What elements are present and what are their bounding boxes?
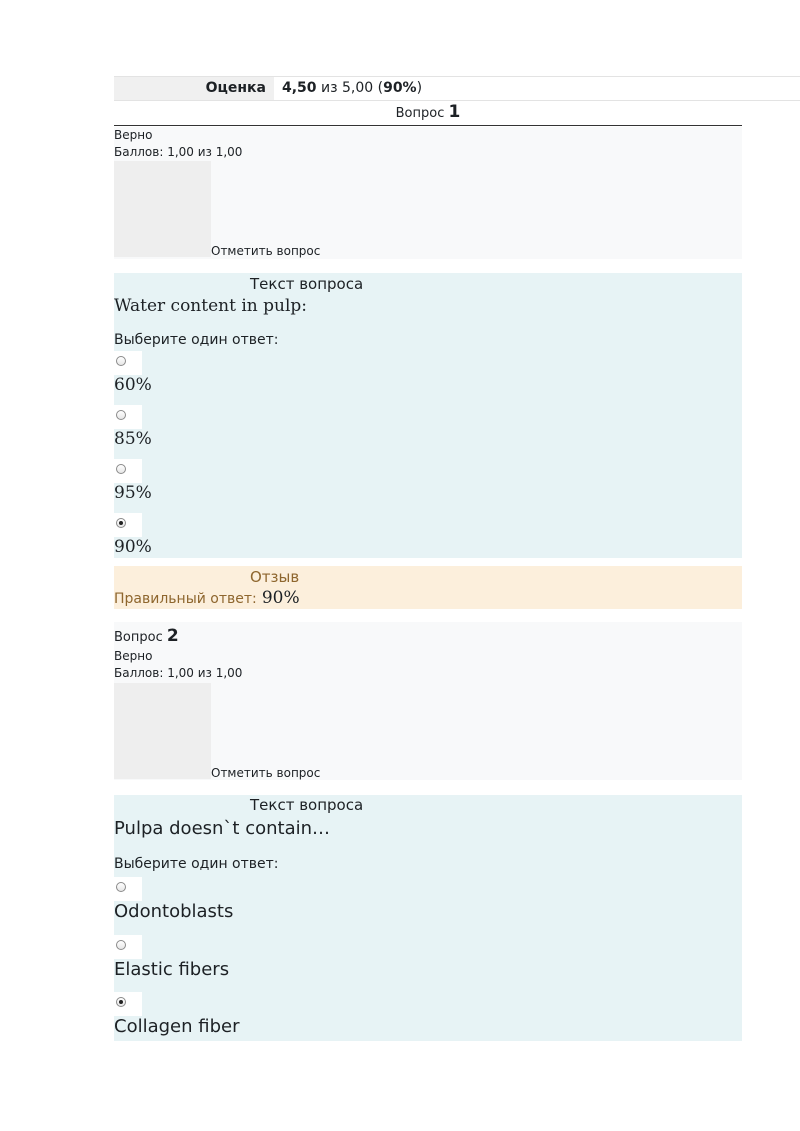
grade-score: 4,50 xyxy=(282,80,317,96)
radio-button-selected[interactable] xyxy=(116,518,126,528)
grade-middle: из 5,00 ( xyxy=(316,80,384,96)
answer-prompt: Выберите один ответ: xyxy=(114,856,279,872)
answer-option-label[interactable]: 85% xyxy=(114,429,152,449)
grade-summary-row xyxy=(114,76,800,101)
answer-radio-wrap[interactable] xyxy=(114,405,142,429)
question-1-info xyxy=(114,127,742,259)
radio-button[interactable] xyxy=(116,940,126,950)
radio-button[interactable] xyxy=(116,410,126,420)
question-2-content xyxy=(114,795,742,1041)
feedback-answer: 90% xyxy=(261,588,300,608)
answer-radio-wrap[interactable] xyxy=(114,459,142,483)
answer-radio-wrap[interactable] xyxy=(114,935,142,959)
feedback-label: Правильный ответ: xyxy=(114,591,257,607)
question-heading-prefix: Вопрос xyxy=(114,630,163,645)
question-text: Pulpa doesn`t contain… xyxy=(114,818,331,839)
answer-option-label[interactable]: 90% xyxy=(114,537,152,557)
question-1-content xyxy=(114,273,742,558)
feedback-line xyxy=(114,588,300,608)
grade-close: ) xyxy=(416,80,423,96)
answer-option-label[interactable]: 60% xyxy=(114,375,152,395)
question-text-label: Текст вопроса xyxy=(250,796,364,814)
grade-label-cell xyxy=(114,77,274,100)
grade-percent: 90% xyxy=(383,80,417,96)
answer-radio-wrap[interactable] xyxy=(114,877,142,901)
flag-icon-area xyxy=(114,683,211,779)
answer-radio-wrap[interactable] xyxy=(114,351,142,375)
question-2-info xyxy=(114,622,742,780)
question-marks: Баллов: 1,00 из 1,00 xyxy=(114,145,243,159)
grade-value xyxy=(282,80,422,96)
question-text: Water content in pulp: xyxy=(114,296,308,316)
question-number: 1 xyxy=(448,102,461,122)
radio-button[interactable] xyxy=(116,356,126,366)
question-number: 2 xyxy=(166,626,179,646)
question-2-heading xyxy=(114,626,179,646)
question-divider xyxy=(114,125,742,126)
radio-button[interactable] xyxy=(116,882,126,892)
answer-option-label[interactable]: Collagen fiber xyxy=(114,1016,240,1037)
feedback-title: Отзыв xyxy=(250,568,300,586)
question-1-heading xyxy=(0,102,800,122)
answer-radio-wrap[interactable] xyxy=(114,513,142,537)
flag-question-link[interactable]: Отметить вопрос xyxy=(211,766,321,780)
radio-button[interactable] xyxy=(116,464,126,474)
grade-label: Оценка xyxy=(205,80,266,96)
question-text-label: Текст вопроса xyxy=(250,275,364,293)
question-1-feedback xyxy=(114,566,742,609)
answer-prompt: Выберите один ответ: xyxy=(114,332,279,348)
radio-button-selected[interactable] xyxy=(116,997,126,1007)
question-heading-prefix: Вопрос xyxy=(395,106,445,121)
answer-option-label[interactable]: Elastic fibers xyxy=(114,959,230,980)
question-marks: Баллов: 1,00 из 1,00 xyxy=(114,666,243,680)
question-status: Верно xyxy=(114,649,153,663)
answer-option-label[interactable]: 95% xyxy=(114,483,152,503)
answer-radio-wrap[interactable] xyxy=(114,992,142,1016)
flag-icon-area xyxy=(114,161,211,257)
flag-question-link[interactable]: Отметить вопрос xyxy=(211,244,321,258)
answer-option-label[interactable]: Odontoblasts xyxy=(114,901,234,922)
question-status: Верно xyxy=(114,128,153,142)
